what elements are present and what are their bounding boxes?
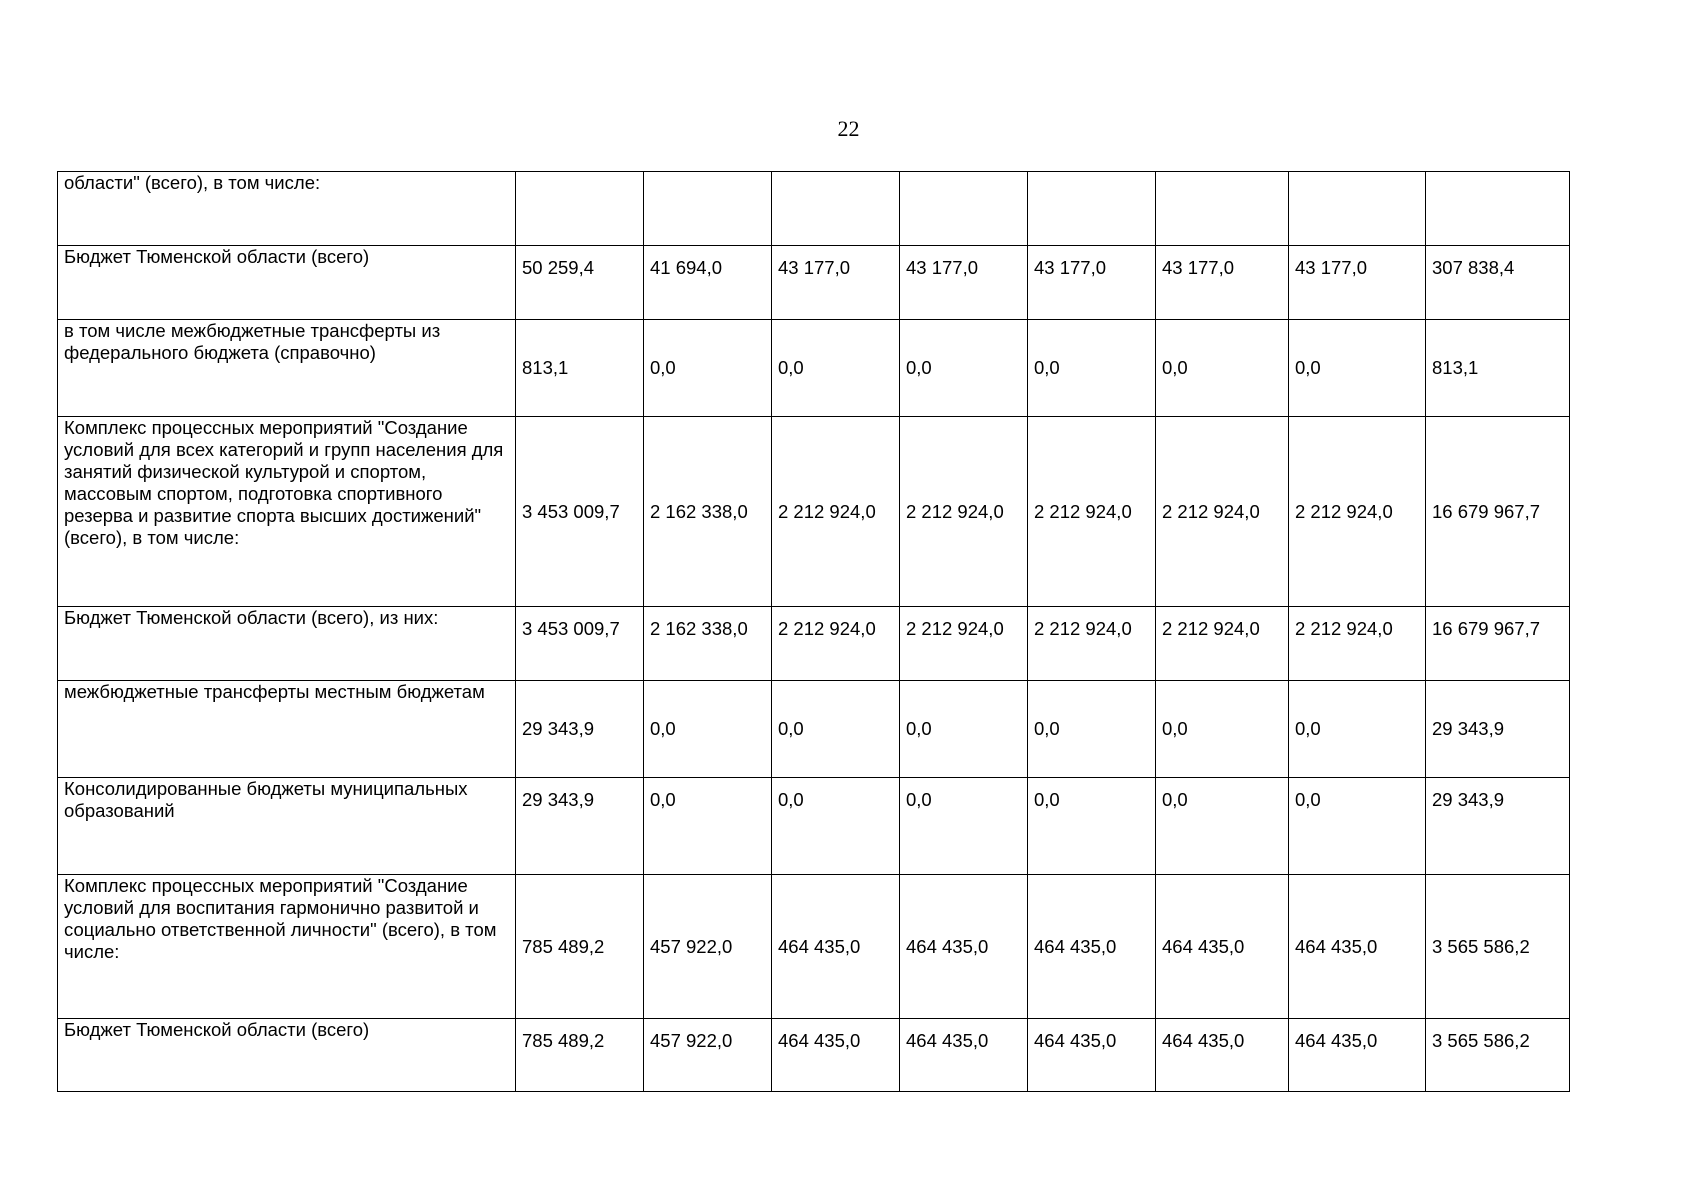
value-cell: 2 162 338,0: [644, 417, 772, 607]
value-cell: 2 212 924,0: [900, 417, 1028, 607]
value-cell: [644, 172, 772, 246]
value-cell: 3 453 009,7: [516, 417, 644, 607]
value-cell: 0,0: [1289, 681, 1426, 778]
value-cell: [1156, 172, 1289, 246]
value-cell: 2 212 924,0: [1289, 417, 1426, 607]
value-cell: [1289, 172, 1426, 246]
table-row: [58, 875, 1570, 1019]
value-cell: 464 435,0: [1156, 875, 1289, 1019]
value-cell: 0,0: [772, 681, 900, 778]
value-cell: 41 694,0: [644, 246, 772, 320]
value-cell: 2 212 924,0: [1156, 607, 1289, 681]
value-cell: 0,0: [1028, 778, 1156, 875]
value-cell: 785 489,2: [516, 1019, 644, 1092]
value-cell: 43 177,0: [772, 246, 900, 320]
value-cell: [1028, 172, 1156, 246]
row-label: Бюджет Тюменской области (всего): [58, 246, 516, 320]
table-row: [58, 417, 1570, 607]
table-row: [58, 172, 1570, 246]
value-cell: 457 922,0: [644, 875, 772, 1019]
value-cell: 813,1: [516, 320, 644, 417]
value-cell: 785 489,2: [516, 875, 644, 1019]
value-cell: 0,0: [1028, 320, 1156, 417]
value-cell: 0,0: [644, 320, 772, 417]
value-cell: 464 435,0: [772, 875, 900, 1019]
value-cell: 2 162 338,0: [644, 607, 772, 681]
value-cell: 464 435,0: [1289, 1019, 1426, 1092]
value-cell: 2 212 924,0: [772, 417, 900, 607]
value-cell: 0,0: [1156, 320, 1289, 417]
value-cell: 0,0: [1156, 778, 1289, 875]
total-cell: 307 838,4: [1426, 246, 1570, 320]
row-label: Комплекс процессных мероприятий "Создание условий для воспитания гармонично развитой и социально ответственной личности" (всего), в том числе:: [58, 875, 516, 1019]
value-cell: 43 177,0: [1028, 246, 1156, 320]
row-label: межбюджетные трансферты местным бюджетам: [58, 681, 516, 778]
row-label: Бюджет Тюменской области (всего): [58, 1019, 516, 1092]
value-cell: 29 343,9: [516, 681, 644, 778]
value-cell: 0,0: [772, 320, 900, 417]
row-label: в том числе межбюджетные трансферты из федерального бюджета (справочно): [58, 320, 516, 417]
total-cell: 16 679 967,7: [1426, 607, 1570, 681]
total-cell: 3 565 586,2: [1426, 875, 1570, 1019]
value-cell: 464 435,0: [900, 875, 1028, 1019]
value-cell: 464 435,0: [1156, 1019, 1289, 1092]
table-row: [58, 681, 1570, 778]
value-cell: 0,0: [644, 681, 772, 778]
total-cell: 813,1: [1426, 320, 1570, 417]
value-cell: 29 343,9: [516, 778, 644, 875]
value-cell: 0,0: [644, 778, 772, 875]
value-cell: 0,0: [900, 778, 1028, 875]
value-cell: 50 259,4: [516, 246, 644, 320]
value-cell: [772, 172, 900, 246]
value-cell: 0,0: [772, 778, 900, 875]
table-row: [58, 320, 1570, 417]
value-cell: 3 453 009,7: [516, 607, 644, 681]
value-cell: 2 212 924,0: [1028, 607, 1156, 681]
table-row: [58, 778, 1570, 875]
value-cell: 0,0: [1028, 681, 1156, 778]
value-cell: 464 435,0: [772, 1019, 900, 1092]
value-cell: 464 435,0: [1289, 875, 1426, 1019]
total-cell: 29 343,9: [1426, 681, 1570, 778]
table-row: [58, 1019, 1570, 1092]
table-row: [58, 607, 1570, 681]
value-cell: 464 435,0: [1028, 875, 1156, 1019]
value-cell: 0,0: [1289, 320, 1426, 417]
budget-table: [57, 171, 1570, 1092]
value-cell: [516, 172, 644, 246]
value-cell: 0,0: [900, 320, 1028, 417]
value-cell: 43 177,0: [1156, 246, 1289, 320]
table-row: [58, 246, 1570, 320]
value-cell: 0,0: [900, 681, 1028, 778]
page-number: 22: [837, 116, 860, 141]
row-label: Комплекс процессных мероприятий "Создание условий для всех категорий и групп населения для занятий физической культурой и спортом, массовым спортом, подготовка спортивного резерва и развитие спорта высших достижений" (всего), в том числе:: [58, 417, 516, 607]
value-cell: 2 212 924,0: [900, 607, 1028, 681]
row-label: Бюджет Тюменской области (всего), из них:: [58, 607, 516, 681]
row-label: Консолидированные бюджеты муниципальных образований: [58, 778, 516, 875]
value-cell: 43 177,0: [1289, 246, 1426, 320]
total-cell: [1426, 172, 1570, 246]
value-cell: 464 435,0: [1028, 1019, 1156, 1092]
total-cell: 29 343,9: [1426, 778, 1570, 875]
value-cell: 2 212 924,0: [1028, 417, 1156, 607]
value-cell: 457 922,0: [644, 1019, 772, 1092]
total-cell: 16 679 967,7: [1426, 417, 1570, 607]
total-cell: 3 565 586,2: [1426, 1019, 1570, 1092]
value-cell: 2 212 924,0: [1289, 607, 1426, 681]
value-cell: 2 212 924,0: [772, 607, 900, 681]
row-label: области" (всего), в том числе:: [58, 172, 516, 246]
value-cell: 2 212 924,0: [1156, 417, 1289, 607]
value-cell: [900, 172, 1028, 246]
budget-table-body: [58, 172, 1570, 1092]
value-cell: 0,0: [1156, 681, 1289, 778]
value-cell: 464 435,0: [900, 1019, 1028, 1092]
value-cell: 0,0: [1289, 778, 1426, 875]
value-cell: 43 177,0: [900, 246, 1028, 320]
